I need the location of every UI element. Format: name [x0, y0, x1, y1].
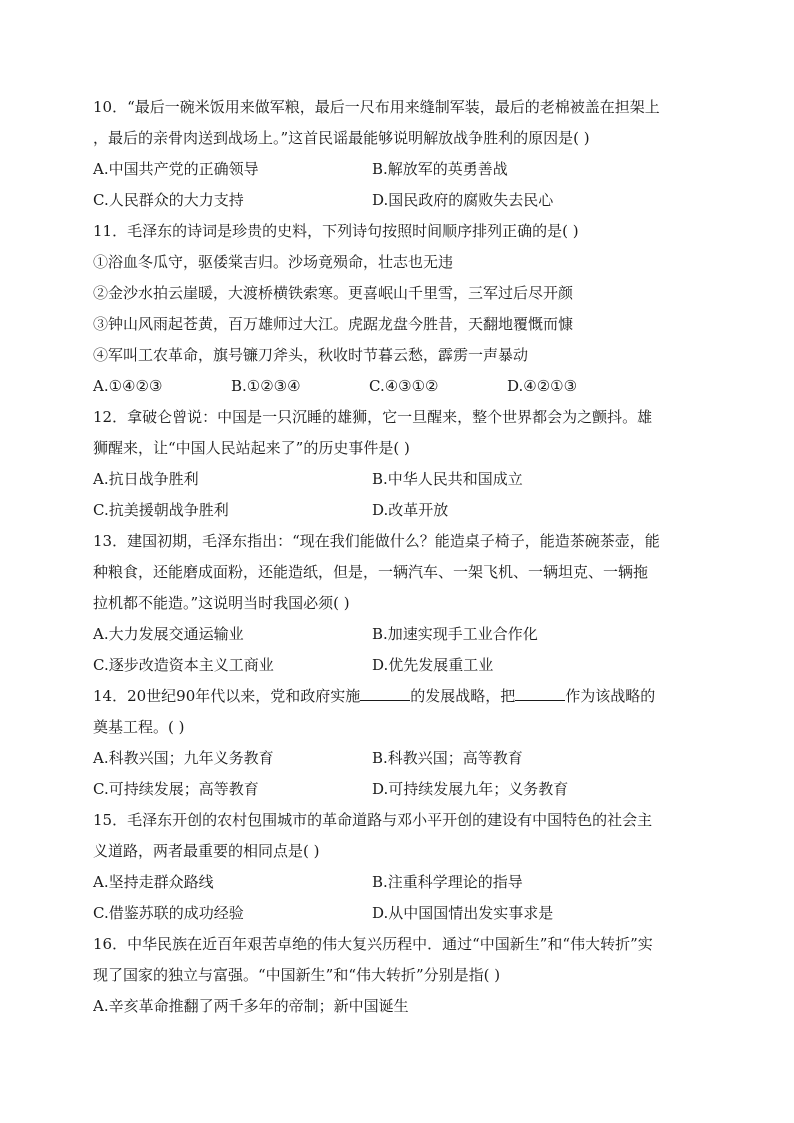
stem-part: 作为该战略的 [565, 687, 656, 705]
option-b[interactable]: B.中华人民共和国成立 [372, 470, 523, 488]
option-a[interactable]: A.大力发展交通运输业 [93, 625, 244, 643]
question-stem: 11．毛泽东的诗词是珍贵的史料，下列诗句按照时间顺序排列正确的是( ) [93, 222, 579, 240]
option-d[interactable]: D.国民政府的腐败失去民心 [372, 191, 554, 209]
options-row [93, 743, 705, 774]
options-row [93, 619, 705, 650]
question-stem: 10．“最后一碗米饭用来做军粮，最后一尺布用来缝制军装，最后的老棉被盖在担架上 [93, 98, 660, 116]
option-b[interactable]: B.加速实现手工业合作化 [372, 625, 538, 643]
option-d[interactable]: D.优先发展重工业 [372, 656, 494, 674]
question-10 [93, 92, 705, 216]
options-row [93, 154, 705, 185]
question-stem: 12．拿破仑曾说：中国是一只沉睡的雄狮，它一旦醒来，整个世界都会为之颤抖。雄 [93, 408, 653, 426]
question-16 [93, 929, 705, 1022]
question-15 [93, 805, 705, 929]
options-row [93, 898, 705, 929]
option-d[interactable]: D.改革开放 [372, 501, 449, 519]
option-a[interactable]: A.抗日战争胜利 [93, 470, 199, 488]
question-12 [93, 402, 705, 526]
question-stem: 奠基工程。( ) [93, 718, 185, 736]
options-row [93, 185, 705, 216]
option-d[interactable]: D.从中国国情出发实事求是 [372, 904, 554, 922]
option-d[interactable]: D.可持续发展九年；义务教育 [372, 780, 569, 798]
option-b[interactable]: B.解放军的英勇善战 [372, 160, 508, 178]
option-c[interactable]: C.抗美援朝战争胜利 [93, 501, 229, 519]
options-row [93, 650, 705, 681]
question-stem: ，最后的亲骨肉送到战场上。”这首民谣最能够说明解放战争胜利的原因是( ) [93, 129, 590, 147]
question-14 [93, 681, 705, 805]
question-stem: 16．中华民族在近百年艰苦卓绝的伟大复兴历程中．通过“中国新生”和“伟大转折”实 [93, 935, 653, 953]
question-11 [93, 216, 705, 402]
option-a[interactable]: A.①④②③ [93, 377, 163, 395]
question-13 [93, 526, 705, 681]
stem-part: 的发展战略，把 [410, 687, 516, 705]
option-b[interactable]: B.科教兴国；高等教育 [372, 749, 523, 767]
option-a[interactable]: A.辛亥革命推翻了两千多年的帝制；新中国诞生 [93, 997, 409, 1015]
question-stem: 现了国家的独立与富强。“中国新生”和“伟大转折”分别是指( ) [93, 966, 501, 984]
option-c[interactable]: C.人民群众的大力支持 [93, 191, 244, 209]
fill-blank [360, 684, 410, 701]
fill-blank [515, 684, 565, 701]
option-c[interactable]: C.可持续发展；高等教育 [93, 780, 259, 798]
question-stem: 义道路，两者最重要的相同点是( ) [93, 842, 320, 860]
option-c[interactable]: C.借鉴苏联的成功经验 [93, 904, 244, 922]
poem-line-1: ①浴血冬瓜守，驱倭棠吉归。沙场竟殒命，壮志也无违 [93, 253, 454, 271]
poem-line-2: ②金沙水拍云崖暖，大渡桥横铁索寒。更喜岷山千里雪，三军过后尽开颜 [93, 284, 574, 302]
stem-part: 14．20世纪90年代以来，党和政府实施 [93, 687, 361, 705]
question-stem: 13．建国初期，毛泽东指出：“现在我们能做什么？能造桌子椅子，能造茶碗茶壶，能 [93, 532, 660, 550]
option-a[interactable]: A.坚持走群众路线 [93, 873, 214, 891]
options-row [93, 464, 705, 495]
option-b[interactable]: B.①②③④ [231, 377, 301, 395]
question-stem: 拉机都不能造。”这说明当时我国必须( ) [93, 594, 350, 612]
poem-line-4: ④军叫工农革命，旗号镰刀斧头，秋收时节暮云愁，霹雳一声暴动 [93, 346, 529, 364]
poem-line-3: ③钟山风雨起苍黄，百万雄师过大江。虎踞龙盘今胜昔，天翻地覆慨而慷 [93, 315, 574, 333]
question-stem: 狮醒来，让“中国人民站起来了”的历史事件是( ) [93, 439, 410, 457]
options-row [93, 867, 705, 898]
option-a[interactable]: A.科教兴国；九年义务教育 [93, 749, 274, 767]
options-row [93, 495, 705, 526]
question-stem: 种粮食，还能磨成面粉，还能造纸，但是，一辆汽车、一架飞机、一辆坦克、一辆拖 [93, 563, 649, 581]
option-d[interactable]: D.④②①③ [507, 377, 578, 395]
option-c[interactable]: C.④③①② [369, 377, 439, 395]
option-c[interactable]: C.逐步改造资本主义工商业 [93, 656, 274, 674]
option-b[interactable]: B.注重科学理论的指导 [372, 873, 523, 891]
exam-page [93, 92, 705, 1022]
options-row [93, 774, 705, 805]
question-stem [93, 681, 705, 712]
options-row [93, 371, 705, 402]
question-stem: 15．毛泽东开创的农村包围城市的革命道路与邓小平开创的建设有中国特色的社会主 [93, 811, 653, 829]
option-a[interactable]: A.中国共产党的正确领导 [93, 160, 259, 178]
